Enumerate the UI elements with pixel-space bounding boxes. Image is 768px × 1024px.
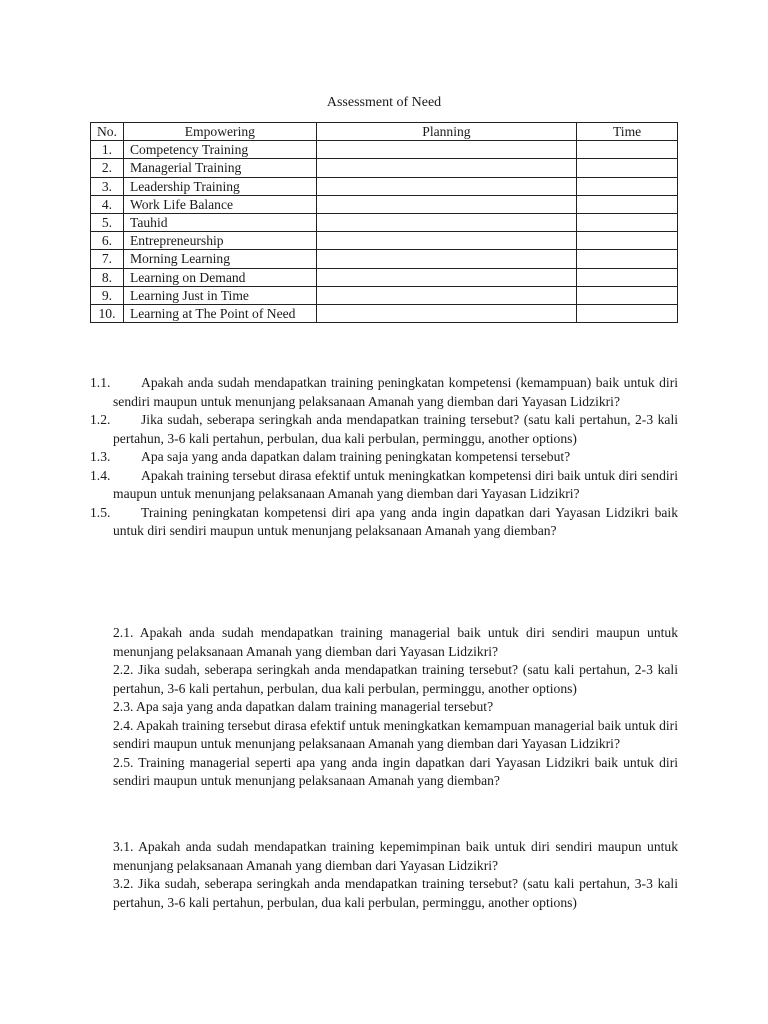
table-row [91, 159, 678, 177]
row-planning [316, 268, 576, 286]
row-item: Morning Learning [123, 250, 316, 268]
row-time [577, 232, 678, 250]
row-planning [316, 141, 576, 159]
row-time [577, 268, 678, 286]
section-1-questions [90, 374, 678, 541]
question-text: 2.1. Apakah anda sudah mendapatkan training managerial baik untuk diri sendiri maupun untuk menunjang pelaksanaan Amanah yang diemban dari Yayasan Lidzikri? [113, 625, 678, 659]
table-row [91, 177, 678, 195]
table-row [91, 214, 678, 232]
question-text: Jika sudah, seberapa seringkah anda mendapatkan training tersebut? (satu kali pertahun, 2-3 kali pertahun, 3-6 kali pertahun, perbulan, dua kali perbulan, perminggu, another options) [113, 412, 678, 446]
row-item: Work Life Balance [123, 195, 316, 213]
section-2-questions [113, 624, 678, 791]
row-no: 7. [91, 250, 124, 268]
table-header-row [91, 123, 678, 141]
row-item: Learning at The Point of Need [123, 305, 316, 323]
question-number: 1.4. [90, 467, 111, 483]
row-planning [316, 232, 576, 250]
row-planning [316, 159, 576, 177]
row-no: 8. [91, 268, 124, 286]
question-number: 1.2. [90, 412, 111, 427]
row-time [577, 195, 678, 213]
row-time [577, 177, 678, 195]
document-title: Assessment of Need [326, 95, 442, 110]
row-no: 9. [91, 286, 124, 304]
assessment-table [90, 122, 678, 323]
header-planning: Planning [316, 123, 576, 141]
row-time [577, 286, 678, 304]
row-item: Learning Just in Time [123, 286, 316, 304]
header-empowering: Empowering [123, 123, 316, 141]
section-3-questions [113, 838, 678, 912]
question-text: Apakah anda sudah mendapatkan training peningkatan kompetensi (kemampuan) baik untuk diri sendiri maupun untuk menunjang pelaksanaan Amanah yang diemban dari Yayasan Lidzikri? [113, 375, 678, 409]
row-item: Learning on Demand [123, 268, 316, 286]
row-item: Managerial Training [123, 159, 316, 177]
row-no: 1. [91, 141, 124, 159]
table-row [91, 195, 678, 213]
table-row [91, 232, 678, 250]
question-text: 2.5. Training managerial seperti apa yang anda ingin dapatkan dari Yayasan Lidzikri baik untuk diri sendiri maupun untuk menunjang pelaksanaan Amanah yang diemban? [113, 754, 678, 788]
row-planning [316, 195, 576, 213]
question-number: 1.3. [90, 449, 111, 464]
question-text: Apakah training tersebut dirasa efektif untuk meningkatkan kompetensi diri baik untuk diri sendiri maupun untuk menunjang pelaksanaan Amanah yang diemban dari Yayasan Lidzikri? [113, 467, 678, 501]
row-no: 2. [91, 159, 124, 177]
row-no: 4. [91, 195, 124, 213]
question-text: 2.4. Apakah training tersebut dirasa efektif untuk meningkatkan kemampuan managerial baik untuk diri sendiri maupun untuk menunjang pelaksanaan Amanah yang diemban dari Yayasan Lidzikri? [113, 717, 678, 751]
row-item: Entrepreneurship [123, 232, 316, 250]
table-row [91, 250, 678, 268]
question-item [90, 448, 678, 467]
row-item: Competency Training [123, 141, 316, 159]
row-item: Leadership Training [123, 177, 316, 195]
question-text: Apa saja yang anda dapatkan dalam training peningkatan kompetensi tersebut? [141, 449, 571, 464]
row-item: Tauhid [123, 214, 316, 232]
row-planning [316, 214, 576, 232]
question-number: 1.1. [90, 375, 111, 390]
question-item [90, 411, 678, 448]
row-time [577, 250, 678, 268]
row-time [577, 141, 678, 159]
question-item [90, 467, 678, 504]
question-text: Training peningkatan kompetensi diri apa yang anda ingin dapatkan dari Yayasan Lidzikri baik untuk diri sendiri maupun untuk menunjang pelaksanaan Amanah yang diemban? [113, 504, 678, 538]
row-planning [316, 177, 576, 195]
row-planning [316, 305, 576, 323]
table-row [91, 305, 678, 323]
question-text: 2.2. Jika sudah, seberapa seringkah anda mendapatkan training tersebut? (satu kali pertahun, 2-3 kali pertahun, 3-6 kali pertahun, perbulan, dua kali perbulan, perminggu, another options) [113, 662, 678, 696]
question-text: 3.2. Jika sudah, seberapa seringkah anda mendapatkan training tersebut? (satu kali pertahun, 3-3 kali pertahun, 3-6 kali pertahun, perbulan, dua kali perbulan, perminggu, another options) [113, 876, 678, 910]
row-no: 5. [91, 214, 124, 232]
table-row [91, 268, 678, 286]
table-row [91, 141, 678, 159]
table-row [91, 286, 678, 304]
question-text: 3.1. Apakah anda sudah mendapatkan training kepemimpinan baik untuk diri sendiri maupun untuk menunjang pelaksanaan Amanah yang diemban dari Yayasan Lidzikri? [113, 839, 678, 873]
question-item [90, 374, 678, 411]
row-planning [316, 286, 576, 304]
header-time: Time [577, 123, 678, 141]
question-text: 2.3. Apa saja yang anda dapatkan dalam training managerial tersebut? [113, 699, 494, 714]
row-time [577, 305, 678, 323]
header-no: No. [91, 123, 124, 141]
row-no: 6. [91, 232, 124, 250]
row-time [577, 159, 678, 177]
question-item [90, 504, 678, 541]
row-no: 10. [91, 305, 124, 323]
question-number: 1.5. [90, 504, 111, 520]
row-time [577, 214, 678, 232]
row-planning [316, 250, 576, 268]
row-no: 3. [91, 177, 124, 195]
